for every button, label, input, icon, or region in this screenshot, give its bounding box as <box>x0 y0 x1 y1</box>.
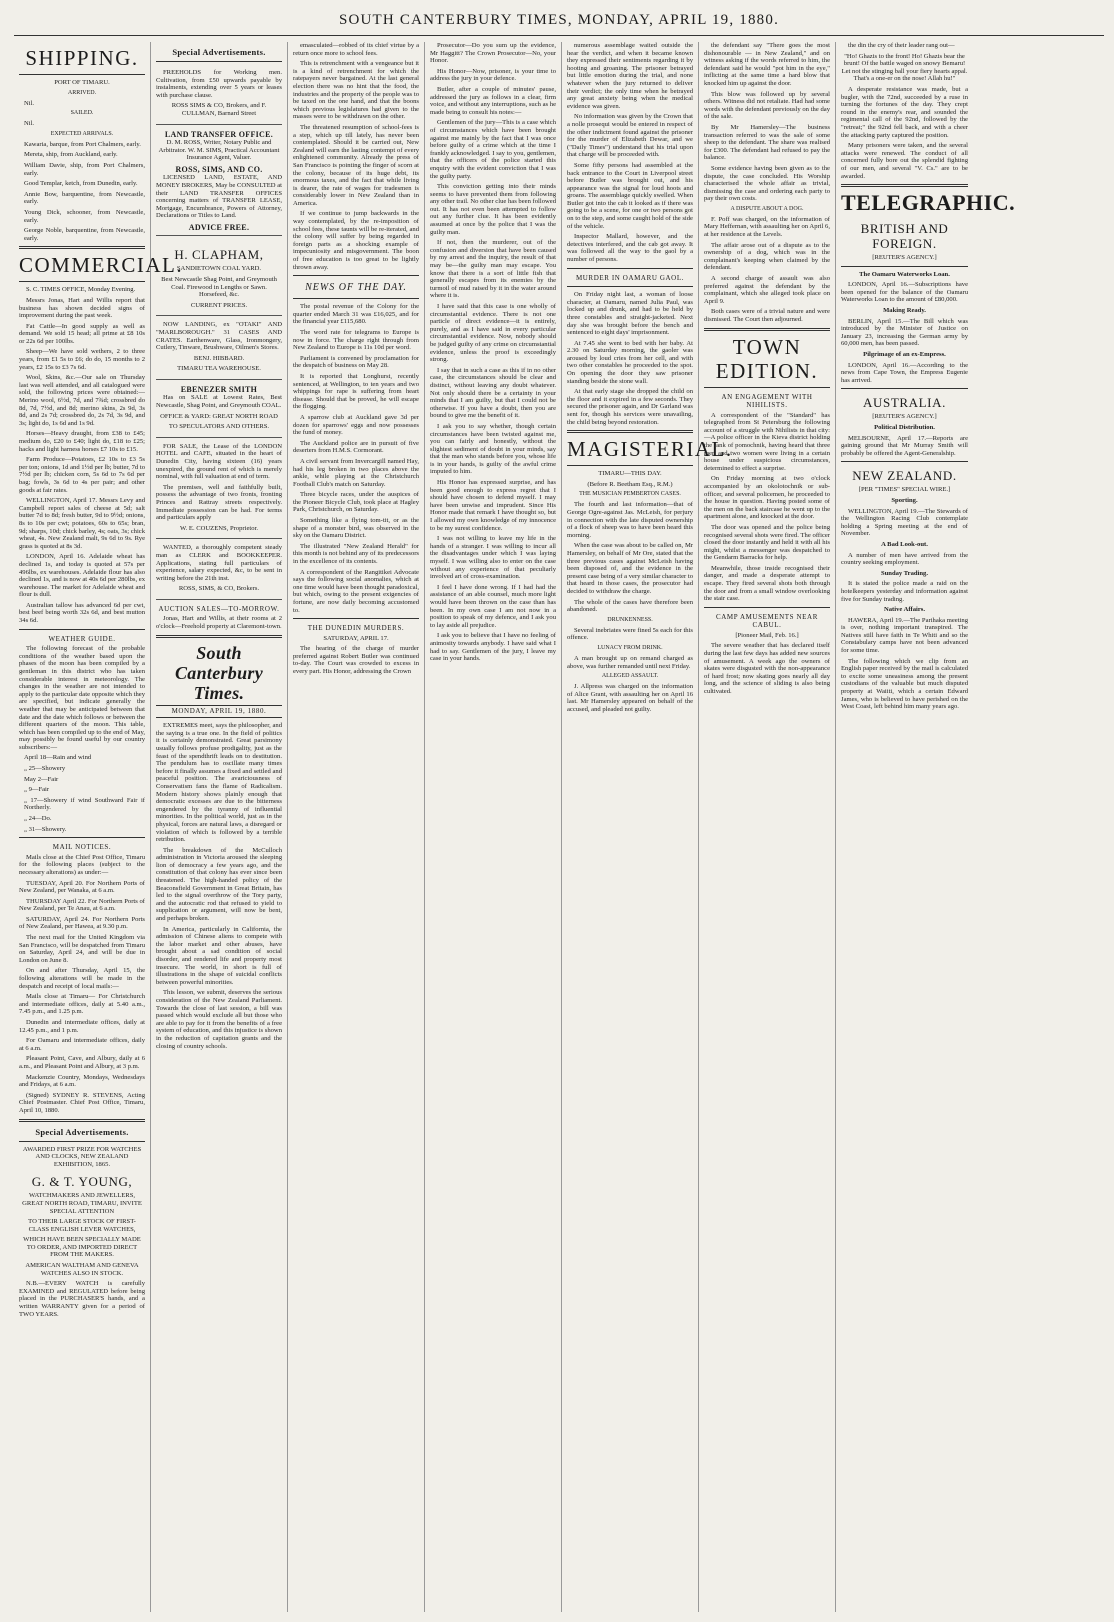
article-para: By Mr Hamersley—The business transaction referred to was the sale of some sheep to the defendant. The share was realised for £300. The defendant had refused to pay the balance. <box>704 123 830 162</box>
mail-para: Pleasant Point, Cave, and Albury, daily at 6 a.m., and Pleasant Point and Albury, at 3 p.m. <box>19 1055 145 1070</box>
commercial-para: Sheep—We have sold wethers, 2 to three years, from £1 5s to £6; do do, 15 months to 2 years, £2 15s to £3 7s 6d. <box>19 348 145 371</box>
expected-heading: EXPECTED ARRIVALS. <box>50 130 114 137</box>
commercial-para: Fat Cattle—In good supply as well as demand. We sold 15 head; all prime at £8 10s or 22s 6d per 100lbs. <box>19 322 145 345</box>
commercial-heading: COMMERCIAL. <box>19 253 184 278</box>
editorial-para: If we continue to jump backwards in the way contemplated, by the re-imposition of school fees, these taunts will be re-iterated, and the colony will suffer by being regarded in foreign parts as a shocking example of impecuniosity and misgovernment. The boon of free education is too great to be lightly thrown away. <box>293 210 419 271</box>
young-line: TO THEIR LARGE STOCK OF FIRST-CLASS ENGLISH LEVER WATCHES, <box>28 1218 136 1233</box>
column-4 <box>425 42 562 1612</box>
article-para: numerous assemblage waited outside the hear the verdict, and when it became known they expressed their sentiments regarding it by hooting and groaning. The prisoner betrayed but little emotion during the trial, and none whatever when the jury returned to deliver their verdict; the only time when he betrayed any great anxiety being when the medical evidence was given. <box>567 42 693 110</box>
hotel-sale-ad <box>156 440 282 540</box>
article-para: I was not willing to leave my life in the hands of a stranger. I was willing to incur all the disadvantages under which I was laying myself. I was willing also to enter on the case without any experience of that peculiarly involved art of cross-examination. <box>430 535 556 581</box>
article-para: I feel I have done wrong. If I had had the assistance of an able counsel, much more light would have been thrown on the case than has been. In my own case I am not now in a position to speak of my defence, and I ask you to lay aside all prejudice. <box>430 583 556 629</box>
shipping-heading: SHIPPING. <box>25 46 139 70</box>
magisterial-bench: (Before R. Beetham Esq., R.M.) <box>587 480 673 488</box>
editorial-para: emasculated—robbed of its chief virtue by a return once more to school fees. <box>293 42 419 57</box>
telegraphic-heading: TELEGRAPHIC. <box>841 190 1016 216</box>
commercial-para: Messrs Jonas, Hart and Willis report that business has shown decided signs of improvement during the past week. <box>19 296 145 320</box>
item-head: Native Affairs. <box>883 606 926 614</box>
clapham-name: H. CLAPHAM, <box>174 247 264 263</box>
hibbard-sign: BENJ. HIBBARD. <box>193 354 245 362</box>
item-text: WELLINGTON, April 19.—The Stewards of the Wellington Racing Club contemplate holding a Spring meeting at the end of November. <box>841 507 969 538</box>
article-para: Some evidence having been given as to the dispute, the case concluded. His Worship characterised the whole affair as trivial, dismissing the case and ordering each party to pay their own costs. <box>704 164 830 203</box>
nihilists-para: A correspondent of the "Standard" has telegraphed from St Petersburg the following account of a struggle with Nihilists in that city:—A police officer in the Kieva district holding the rank of pomochnik, having heard that three men and two women were living in a certain house under suspicious circumstances, determined to effect a surprise. <box>704 411 830 472</box>
article-para: I have said that this case is one wholly of circumstantial evidence. There is not one particle of direct evidence—it is entirely, purely, and as I have said in every particular circumstantial evidence. Now, nobody should be judged guilty of any crime on circumstantial evidence, unless the proof is exceedingly strong. <box>430 303 556 364</box>
mail-para: Dunedin and intermediate offices, daily at 12.45 p.m., and 1 p.m. <box>19 1019 145 1034</box>
commercial-para: S. C. TIMES OFFICE, Monday Evening. <box>26 286 136 294</box>
article-para: the din the cry of their leader rang out— <box>848 42 955 49</box>
article-para: Gentlemen of the jury—This is a case which of circumstances which have been brought against me mainly by the fact that I was once before guilty of a crime which at the time I frankly acknowledged. I say to you, gentlemen, that the officers of the police started this enquiry with the evident conviction that I was the guilty party. <box>430 119 556 180</box>
town-edition-heading: TOWN EDITION. <box>715 334 819 383</box>
item-head: A Bad Look-out. <box>881 540 928 548</box>
new-zealand-heading: NEW ZEALAND. <box>852 468 957 484</box>
clapham-sub: SANDIETOWN COAL YARD. <box>176 265 262 273</box>
special-ads-heading: Special Advertisements. <box>35 1126 129 1137</box>
nil-text: Nil. <box>24 99 35 107</box>
news-para: The Auckland police are in pursuit of five deserters from H.M.S. Cormorant. <box>293 439 419 455</box>
case-para: When the case was about to be called on, Mr Hamersley, on behalf of Mr Ore, stated that the three previous cases against McLeish having been disposed of, and the evidence in the present case being of a very similar character to that heard in those cases, the prosecutor had decided to withdraw the charge. <box>567 542 693 595</box>
clapham-ad <box>156 238 282 316</box>
item-text: HAWERA, April 19.—The Parihaka meeting is over, nothing important transpired. The Natives still have faith in Te Whiti and so the Constabulary camps have not been advanced for some time. <box>841 616 968 655</box>
case-para: The affair arose out of a dispute as to the ownership of a dog, which was in the complainant's keeping when claimed by the defendant. <box>704 241 830 272</box>
arrived-heading: ARRIVED. <box>67 89 97 96</box>
item-head: Pilgrimage of an ex-Empress. <box>863 351 946 359</box>
magisterial-sub: TIMARU—THIS DAY. <box>598 470 662 478</box>
freeholds-text: FREEHOLDS for Working men. Cultivation, from £50 upwards payable by instalments, extending over 5 years or leases with purchase clause. <box>156 69 282 99</box>
smith-name: EBENEZER SMITH <box>180 384 258 394</box>
sale-text: The premises, well and faithfully built, possess the advantage of two fronts, fronting Princes and Rattray streets respectively. Immediate possession can be had. For terms and particulars apply <box>156 483 282 522</box>
auction-text: Jonas, Hart and Willis, at their rooms at 2 o'clock—Freehold property at Claremont-town. <box>156 615 282 630</box>
agency-line: [REUTER'S AGENCY.] <box>872 413 937 421</box>
wanted-text: WANTED, a thoroughly competent steady man as CLERK and BOOKKEEPER. Applications, stating full particulars of experience, salary expected, &c, to be sent in writing before the 21th inst. <box>156 544 282 582</box>
weather-item: „ 24—Do. <box>24 815 52 823</box>
wanted-ad <box>156 541 282 600</box>
article-para: Inspector Mallard, however, and the detectives interfered, and the cab got away. It was followed all the way to the gaol by a number of persons. <box>567 233 693 264</box>
clapham-text: Best Newcastle Shag Point, and Greymouth Coal. Firewood in Lengths or Sawn. Horsefeed, &c. <box>161 276 277 299</box>
news-para: Three bicycle races, under the auspices of the Pioneer Bicycle Club, took place at Hagley Park, Christchurch, on Saturday. <box>293 491 419 514</box>
arrival-item: Kawaria, barque, from Port Chalmers, early. <box>24 140 141 148</box>
mail-para: Mails close at the Chief Post Office, Timaru for the following places (subject to the necessary alterations) as under:— <box>19 853 145 876</box>
mail-para: (Signed) SYDNEY R. STEVENS, Acting Chief Postmaster. Chief Post Office, Timaru, April 10, 1880. <box>19 1091 145 1114</box>
case-para: A man brought up on remand charged as above, was further remanded until next Friday. <box>567 654 693 670</box>
article-para: I ask you to say whether, though certain circumstances have been twisted against me, you can fairly and honestly, without the slightest sediment of doubt in your minds, say that the man who stands before you, whose life is in your hands, is guilty of the awful crime imputed to him. <box>430 422 556 476</box>
smith-shippers: TO SPECULATORS AND OTHERS. <box>168 423 270 431</box>
ross-sims-ad <box>156 127 282 237</box>
item-head: Making Ready. <box>883 307 926 315</box>
column-3 <box>288 42 425 1612</box>
arrival-item: Young Dick, schooner, from Newcastle, early. <box>24 208 145 224</box>
article-para: Many prisoners were taken, and the several attacks were renewed. The conduct of all concerned fully bore out the splendid fighting of our men, and several "V. Cs." are to be awarded. <box>841 142 968 180</box>
mail-para: TUESDAY, April 20. For Northern Ports of New Zealand, per Wanaka, at 6 a.m. <box>19 879 145 895</box>
article-para: His Honor has expressed surprise, and has been good enough to express regret that I should have chosen to defend myself. I may have been unwise and imprudent. Since His Honor made that remark I have thought so, but I allowed my own knowledge of my innocence to be my surest confidence. <box>430 479 556 532</box>
item-text: A number of men have arrived from the country seeking employment. <box>841 551 968 567</box>
young-award: AWARDED FIRST PRIZE FOR WATCHES AND CLOCKS, NEW ZEALAND EXHIBITION, 1865. <box>22 1145 142 1168</box>
case-para: The fourth and last information—that of George Ogre-against Jas. McLeish, for perjury in connection with the late disputed ownership of a flock of sheep was to have been heard this morning. <box>567 501 693 539</box>
article-para: A desperate resistance was made, but a bugler, with the 72nd, succeeded by a ruse in turning the fortunes of the day. They crept round in the enemy's rear, and sounded the regimental call of the 92nd, followed by the "retreat;" the 92nd fell back, and with a cheer the attacking party captured the position. <box>841 85 968 139</box>
news-para: Something like a flying tom-tit, or as the shape of a monster bird, was observed in the sky on the Oamaru District. <box>293 517 419 540</box>
arrival-item: Mereta, ship, from Auckland, early. <box>24 151 118 159</box>
smith-ad <box>156 382 282 438</box>
item-text: MELBOURNE, April 17.—Reports are gaining ground that Mr Murray Smith will probably be offered the Agent-Generalship. <box>841 434 968 457</box>
item-text: It is stated the police made a raid on the hotelkeepers yesterday and information against five for Sunday trading. <box>841 580 968 603</box>
young-name: G. & T. YOUNG, <box>31 1174 133 1190</box>
item-head: The Oamaru Waterworks Loan. <box>859 270 950 278</box>
mail-para: The next mail for the United Kingdom via San Francisco, will be despatched from Timaru on Saturday, April 24, and will be due in London on June 8. <box>19 934 145 964</box>
commercial-para: Wool, Skins, &c.—Our sale on Thursday last was well attended, and all catalogued were sold, the following prices were obtained:—Merino wool, 6½d, 7d, and 7¾d; crossbred do 8d, 7d, 7½d, and 8d; merino skins, 2s 9d, 3s 8d, and 2s 7d; crossbred do, 2s 7d, 3s 9d, and 3s; light do, 1s 6d and 1s 9d. <box>19 374 145 427</box>
item-text: BERLIN, April 15.—The Bill which was introduced by the Minister of Justice on January 23, increasing the German army by 60,000 men, has been passed. <box>841 317 968 348</box>
land-office-title: LAND TRANSFER OFFICE. <box>164 129 274 139</box>
auction-heading: AUCTION SALES—TO-MORROW. <box>158 604 280 613</box>
item-text: LONDON, April 16.—Subscriptions have been opened for the balance of the Oamaru Waterworks Loan to the amount of £80,000. <box>841 281 968 304</box>
murders-date: SATURDAY, APRIL 17. <box>323 634 389 642</box>
paper-date: MONDAY, APRIL 19, 1880. <box>156 705 282 719</box>
mail-para: On and after Thursday, April 15, the following alterations will be made in the despatch and receipt of local mails:— <box>19 967 145 990</box>
camp-para: The severe weather that has declared itself during the last few days has added new sources of amusement. A week ago the owners of skates were disgusted with the non-appearance of hard frost; now skating goes nearly all day long, and the science of sliding is also being cultivated. <box>704 642 830 695</box>
news-para: The word rate for telegrams to Europe is now in force. The charge right through from New Zealand to Europe is 11s 10d per word. <box>293 329 419 352</box>
masthead: SOUTH CANTERBURY TIMES, MONDAY, APRIL 19, 1880. <box>14 10 1104 36</box>
article-para: This conviction getting into their minds seems to have prevented them from following any other trail. No other clue has been followed out. It has not even been attempted to follow out any further clue. It has been evidently assumed at once by the police that I was the guilty man. <box>430 183 556 236</box>
columns <box>14 42 1104 1612</box>
smith-office: OFFICE & YARD: GREAT NORTH ROAD <box>160 412 278 420</box>
article-para: This blow was followed up by several others. Witness did not retaliate. Had had some words with the defendant previously on the day of the sale. <box>704 90 830 121</box>
murders-para: The hearing of the charge of murder preferred against Robert Butler was continued to-day. The Court was crowded to excess in every part. His Honor, addressing the Crown <box>293 645 419 676</box>
case-para: F. Poff was charged, on the information of Mary Heffernan, with assaulting her on April 6, at her residence at the Levels. <box>704 215 830 239</box>
agency-line: [PER "TIMES" SPECIAL WIRE.] <box>858 486 951 494</box>
article-para: Prosecutor—Do you sum up the evidence, Mr Haggitt? The Crown Prosecutor—No, your Honor. <box>430 42 556 65</box>
news-para: The postal revenue of the Colony for the quarter ended March 31 was £16,025, and for the financial year £115,680. <box>293 303 419 326</box>
news-para: A sparrow club at Auckland gave 3d per dozen for sparrows' eggs and now possesses the fund of money. <box>293 413 419 437</box>
article-para: The following which we clip from an English paper received by the mail is calculated to excite some uneasiness among the present custodians of the valuable but much disputed property at Waiiti, which a certain Edward James, who is believed to have perished on the West Coast, left behind him many years ago. <box>841 657 968 711</box>
weather-item: April 18—Rain and wind <box>24 754 92 762</box>
item-head: Sunday Trading. <box>880 569 929 577</box>
column-2 <box>151 42 288 1612</box>
weather-item: May 2—Fair <box>24 775 59 783</box>
news-para: A correspondent of the Rangitikei Advocate says the following social anomalies, which at one time would have been thought paradoxical, but which, owing to the present exigencies of fortune, are now daily becoming accustomed to. <box>293 568 419 614</box>
nil-text: Nil. <box>24 120 35 128</box>
case-para: A second charge of assault was also preferred against the defendant by the complainant, which she alleged took place on April 9. <box>704 275 830 305</box>
case-para: Several inebriates were fined 5s each for this offence. <box>567 626 693 642</box>
article-para: the defendant say "There goes the most dishonourable — in New Zealand," and on witness asking if the words referred to him, the defendant said he would "pot him in the eye," inflicting at the same time a hard blow that knocked him up against the door. <box>704 42 830 87</box>
young-line: AMERICAN WALTHAM AND GENEVA WATCHES ALSO IN STOCK. <box>25 1262 139 1277</box>
weather-item: „ 25—Showery <box>24 765 66 773</box>
column-7 <box>836 42 1016 1612</box>
column-6 <box>699 42 836 1612</box>
hibbard-firm: TIMARU TEA WAREHOUSE. <box>177 365 261 373</box>
oamaru-para: At 7.45 she went to bed with her baby. At 2.30 on Saturday morning, the gaoler was aroused by loud cries from her cell, and with two other constables he proceeded to the spot. On opening the door they saw prisoner standing beside the stone wall. <box>567 339 693 385</box>
camp-source: [Pioneer Mail, Feb. 16.] <box>735 631 799 639</box>
nihilists-para: On Friday morning at two o'clock accompanied by an okolotochnik or sub-officer, and several policemen, he proceeded to the house in question. Having posted some of the men on the back staircase he went up to the apartment alone, and knocked at the door. <box>704 475 830 521</box>
item-head: Political Distribution. <box>874 424 935 431</box>
sale-text: FOR SALE, the Lease of the LONDON HOTEL and CAFE, situated in the heart of Dunedin City, having sixteen (16) years unexpired, the ground rent of which is merely nominal, with full valuation at end of term. <box>156 442 282 481</box>
editorial-para: In America, particularly in California, the admission of Chinese aliens to compete with the labor market and other abuses, have brought about a sad condition of social disorder, and rendered life and property most insecure. The world, in short is full of illustrations in the shape of suicidal conflicts between powerful minorities. <box>156 925 282 986</box>
ross-text: LICENSED LAND, ESTATE, AND MONEY BROKERS, May be CONSULTED at their LAND TRANSFER OFFICES concerning matters of TRANSFER LEASE, Mortgage, Encumbrance, Powers of Attorney, Declarations or Titles to Land. <box>156 174 282 220</box>
item-text: LONDON, April 16.—According to the news from Cape Town, the Empress Eugenie has arrived. <box>841 361 968 384</box>
freeholds-ad <box>156 66 282 125</box>
arrival-item: Good Templar, ketch, from Dunedin, early. <box>24 180 138 188</box>
article-para: His Honor—Now, prisoner, is your time to address the jury in your defence. <box>430 67 556 83</box>
column-5 <box>562 42 733 1612</box>
commercial-para: WELLINGTON, April 17. Messrs Levy and Campbell report sales of cheese at 5d; salt butter 7d to 8d; fresh butter, 9d to 9½d; onions, 8s to 10s per cwt; potatoes, 60s to 65s; bran, 9d; sharps, 10d; chick barley, 4s; oats, 3s; chick wheat, 4s. New Zealand malt, 9s 6d to 9s. Rye grass is quoted at 8s 3d. <box>19 497 145 550</box>
column-1 <box>14 42 184 1612</box>
oamaru-para: On Friday night last, a woman of loose character, at Oamaru, named Julia Paul, was locked up and drunk, and had to be held by three constables and straight-jacketed. Next day she was brought before the bench and sentenced to eight days' imprisonment. <box>567 291 693 337</box>
poem: "Ho! Ghazis to the front! Ho! Ghazis bear the brunt! Of the battle waged on snowy Bemaru! Let not the stinging ball your fiery hearts appal. That's a one-er on the nose! Allah hu!" <box>841 52 968 83</box>
arrival-item: William Davie, ship, from Port Chalmers, early. <box>24 161 145 177</box>
oamaru-heading: MURDER IN OAMARU GAOL. <box>575 273 685 282</box>
weather-item: „ 17—Showery if wind Southward Fair if Northerly. <box>24 796 145 812</box>
commercial-para: Horses—Heavy draught, from £38 to £45; medium do, £20 to £40; light do, £18 to £25; hacks and light harness horses £7 10s to £15. <box>19 430 145 453</box>
news-para: Parliament is convened by proclamation for the despatch of business on May 28. <box>293 354 419 370</box>
mail-para: THURSDAY April 22. For Northern Ports of New Zealand, per Te Anau, at 6 a.m. <box>19 897 145 913</box>
case-para: Both cases were of a trivial nature and were dismissed. The Court then adjourned. <box>704 308 830 323</box>
article-para: Butler, after a couple of minutes' pause, addressed the jury as follows in a clear, firm voice, and without any interruptions, such as he made being to consult his notes:— <box>430 85 556 116</box>
nihilists-heading: AN ENGAGEMENT WITH NIHILISTS. <box>721 392 813 410</box>
case-heading: A DISPUTE ABOUT A DOG. <box>730 205 804 212</box>
case-heading: LUNACY FROM DRINK. <box>597 644 663 651</box>
commercial-para: LONDON, April 16. Adelaide wheat has declined 1s, and today is quoted at 57s per 496lbs, ex warehouses. Adelaide flour has also declined 1s, and is now at 40s 6d per 280lbs, ex warehouse. The market for Adelaide wheat and flour is dull. <box>19 553 145 599</box>
mail-para: Mackenzie Country, Mondays, Wednesdays and Fridays, at 6 a.m. <box>19 1073 145 1089</box>
case-heading: DRUNKENNESS. <box>607 616 653 623</box>
mail-heading: MAIL NOTICES. <box>52 843 112 852</box>
case-heading: THE MUSICIAN PEMBERTON CASES. <box>579 491 681 498</box>
port-heading: PORT OF TIMARU. <box>54 79 110 86</box>
weather-intro: The following forecast of the probable conditions of the weather based upon the phases of the moon has been compiled by a gentleman in this district who has taken considerable interest in meteorology. The changes in the weather are not intended to apply to the particular date opposite which they are specified, but indicate generally the weather that may be anticipated between that date and the date which follows or between the different quarters of the moon. This table, which has been compiled up to the end of May, may possibly be found useful by our country subscribers:— <box>19 645 145 751</box>
article-para: No information was given by the Crown that a nolle prosequi would be entered in respect of the other indictment found against the prisoner for the murder of Elizabeth Dewar, and we ("Daily Times") understand that his trial upon that charge will be proceeded with. <box>567 113 693 159</box>
article-para: If not, then the murderer, out of the confusion and diversion that have been caused by my arrest and the inquiry, the result of that may be—the guilty man may escape. You know that there is a sort of little fish that generally escapes from its enemies by the turmoil of mud raised by it in the water around where it is. <box>430 239 556 300</box>
nihilists-para: Meanwhile, those inside recognised their danger, and made a desperate attempt to escape. They fired several shots both through the door and from a small window overlooking the stair case. <box>704 564 830 603</box>
weather-heading: WEATHER GUIDE. <box>48 634 116 643</box>
mail-para: Mails close at Timaru— For Christchurch and intermediate offices, daily at 5.40 a.m., 7.45 p.m., and 1.25 p.m. <box>19 993 145 1016</box>
special-ads-heading: Special Advertisements. <box>172 47 266 57</box>
sale-sign: W. E. COUZENS, Proprietor. <box>180 524 258 532</box>
wanted-sign: ROSS, SIMS, & CO, Brokers. <box>178 585 260 593</box>
sailed-heading: SAILED. <box>70 110 94 117</box>
ross-firm: ROSS, SIMS, AND CO. <box>175 164 263 174</box>
editorial-para: The breakdown of the McCulloch administration in Victoria aroused the sleeping lion of democracy a few years ago, and the constitution of that colony has ever since been threatened. The high-handed policy of the Beaconsfield Government in Great Britain, has led to the signal overthrow of the Tory party, and the autocratic rod that refused to yield to supplication or argument, will now be bent, and perhaps broken. <box>156 846 282 923</box>
news-para: A civil servant from Invercargill named Hay, had his leg broken in two places above the ankle, while playing at the Christchurch Football Club's match on Saturday. <box>293 457 419 488</box>
paper-title: South Canterbury Times. <box>174 642 264 703</box>
commercial-para: Farm Produce—Potatoes, £2 10s to £3 5s per ton; onions, 1d and 1½d per lb; butter, 7d to 7½d per lb; chicken corn, 5s 6d to 7s 6d per bag; fowls, 3s 6d to 4s per pair; and other goods at fair rates. <box>19 456 145 494</box>
news-heading: NEWS OF THE DAY. <box>305 282 407 294</box>
agency-line: [REUTER'S AGENCY.] <box>872 254 937 262</box>
clapham-prices: CURRENT PRICES. <box>190 301 248 309</box>
young-line: N.B.—EVERY WATCH is carefully EXAMINED and REGULATED before being placed in the PURCHASER'S hands, and a written WARRANTY given for a period of TWO YEARS. <box>19 1280 145 1318</box>
case-heading: ALLEGED ASSAULT. <box>601 673 659 680</box>
oamaru-para: At that early stage she dropped the child on the floor and it expired in a few seconds. They secured the prisoner again, and Dr Garland was sent for, though his services were unavailing, the child being beyond restoration. <box>567 388 693 426</box>
arrival-item: Annie Bow, barquentine, from Newcastle, early. <box>24 190 145 206</box>
editorial-para: The threatened resumption of school-fees is a step, which up till lately, has never been contemplated. Should it be carried out, New Zealand will earn the lasting contempt of every enlightened community. Already the press of San Francisco is pointing the finger of scorn at the colony, because of its huge debt, its enormous taxes, and the fact that while living is dearer, the rate of wages for tradesmen is considerably lower in New Zealand than in America. <box>293 123 419 207</box>
smith-text: Has on SALE at Lowest Rates, Best Newcastle, Shag Point, and Greymouth COAL. <box>156 394 282 410</box>
case-para: J. Allpress was charged on the information of Alice Grant, with assaulting her on April 16 last. Mr Hamersley appeared on behalf of the accused, and pleaded not guilty. <box>567 683 693 713</box>
item-head: Sporting. <box>891 496 918 504</box>
editorial-para: This lesson, we submit, deserves the serious consideration of the New Zealand Parliament. Towards the close of last session, a bill was passed which would exclude all but those who are able to pay for it from the benefits of a free system of education, and this injustice is shown in the reduction of capitation grants and the closing of country schools. <box>156 989 282 1050</box>
hibbard-ad <box>156 318 282 380</box>
news-para: It is reported that Longhurst, recently sentenced, at Wellington, to ten years and two whippings for rape is suffering from heart disease. Should that be proved, he will escape the flogging. <box>293 372 419 411</box>
camp-heading: CAMP AMUSEMENTS NEAR CABUL. <box>716 612 818 630</box>
article-para: Some fifty persons had assembled at the back entrance to the Court in Liverpool street before Butler was brought out, and his appearance was the signal for loud hoots and groans. The assemblage quickly swelled. When Butler got into the cab it looked as if there was going to be a scene, for one or two persons got on to the step, and some caught hold of the side of the vehicle. <box>567 161 693 230</box>
article-para: I ask you to believe that I have no feeling of animosity towards anybody. I have said what I had to say. Gentlemen of the jury, I leave my case in your hands. <box>430 632 556 663</box>
weather-item: „ 9—Fair <box>24 786 50 794</box>
nihilists-para: The door was opened and the police being recognised several shots were fired. The officer closed the door instantly and held it with all his might, whilst a messenger was despatched to the Gendarm Barracks for help. <box>704 523 830 562</box>
weather-item: „ 31—Showery. <box>24 825 67 833</box>
telegraphic-sub: BRITISH AND FOREIGN. <box>860 221 949 252</box>
case-para: The whole of the cases have therefore been abandoned. <box>567 598 693 614</box>
young-line: WATCHMAKERS AND JEWELLERS, GREAT NORTH ROAD, TIMARU, INVITE SPECIAL ATTENTION <box>22 1192 142 1215</box>
magisterial-heading: MAGISTERIAL. <box>567 437 733 462</box>
mail-para: SATURDAY, April 24. For Northern Ports of New Zealand, per Hawea, at 9.30 p.m. <box>19 915 145 931</box>
freeholds-sign: ROSS SIMS & CO, Brokers, and F. CULLMAN, Barnard Street <box>171 102 267 117</box>
young-line: WHICH HAVE BEEN SPECIALLY MADE TO ORDER, AND IMPORTED DIRECT FROM THE MAKERS. <box>23 1236 141 1259</box>
editorial-para: EXTREMES meet, says the philosopher, and the saying is a true one. In the field of politics it is certainly demonstrated. Great parsimony usually follows profuse prodigality, just as the feast of the spendthrift leads on to destitution. The pendulum has to oscillate many times before it finally assumes a fixed and settled and peaceful position. The avariciousness of Conservatism fans the flame of Radicalism. Modern history shows plainly enough that democratic excesses are due to the bitterness engendered by the tyranny of influential minorities. In the political world, just as in the physical, forces are natural laws, a disregard or violation of which is followed by a terrible retribution. <box>156 722 282 844</box>
australia-heading: AUSTRALIA. <box>863 395 946 411</box>
ross-names: D. M. ROSS, Writer, Notary Public and Arbitrator. W. M. SIMS, Practical Accountant Insurance Agent, Valuer. <box>158 139 280 162</box>
mail-para: For Oamaru and intermediate offices, daily at 6 a.m. <box>19 1037 145 1052</box>
ross-advice: ADVICE FREE. <box>188 222 250 232</box>
hibbard-text: NOW LANDING, ex "OTAKI" AND "MARLBOROUGH." 31 CASES AND CRATES. Earthenware, Glass, Ironmongery, Cutlery, Tinware, Brushware, Oilmen's Stores. <box>156 321 282 352</box>
news-para: The illustrated "New Zealand Herald" for this month is not behind any of its predecessors in the excellence of its contents. <box>293 542 419 566</box>
editorial-para: This is retrenchment with a vengeance but it is a kind of retrenchment for which the ratepayers never bargained. At the last general election there was no hint that the food, the industries and the property of the people was to be taxed on the one hand, and that the boons which previous legislatures had given to the masses were to be withdrawn on the other. <box>293 60 419 121</box>
murders-heading: THE DUNEDIN MURDERS. <box>307 624 405 633</box>
commercial-para: Australian tallow has advanced 6d per cwt, best beef being worth 32s 6d, and best mutton 34s 6d. <box>19 601 145 625</box>
article-para: I say that in such a case as this if in no other case, the circumstances should be clear and distinct, without leaving any doubt whatever. Not only should there be a certainty in your minds that I am guilty, but that I could not be otherwise. If you have a doubt, then you are bound to give me the benefit of it. <box>430 366 556 420</box>
arrival-item: George Noble, barquentine, from Newcastle, early. <box>24 227 145 242</box>
